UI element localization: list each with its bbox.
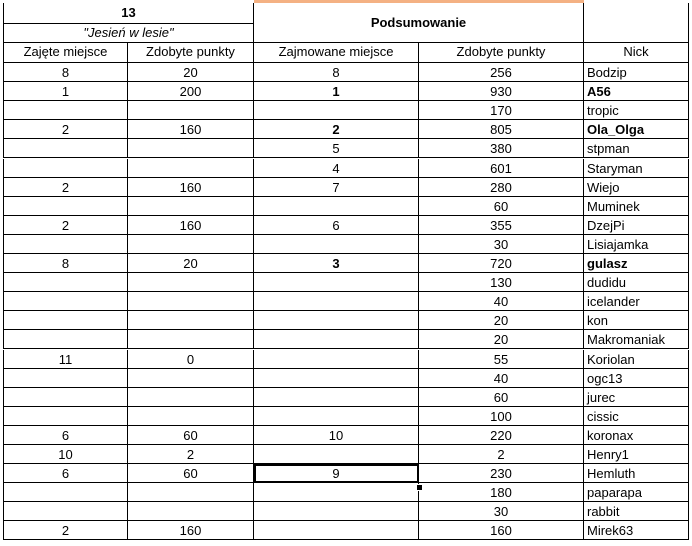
place-cell[interactable] xyxy=(3,159,128,178)
points-cell[interactable] xyxy=(128,330,254,349)
table-row xyxy=(0,369,692,388)
table-row xyxy=(0,235,692,254)
summary-points-cell[interactable]: 280 xyxy=(419,178,584,197)
points-cell[interactable]: 20 xyxy=(128,254,254,273)
table-row xyxy=(0,63,692,82)
summary-points-cell[interactable]: 180 xyxy=(419,483,584,502)
table-row xyxy=(0,101,692,120)
place-cell[interactable] xyxy=(3,407,128,426)
points-cell[interactable]: 60 xyxy=(128,464,254,483)
table-row xyxy=(0,521,692,540)
nick-cell[interactable]: cissic xyxy=(584,407,689,426)
place-cell[interactable] xyxy=(3,273,128,292)
points-cell[interactable]: 160 xyxy=(128,521,254,540)
nick-cell[interactable]: Wiejo xyxy=(584,178,689,197)
place-cell[interactable]: 2 xyxy=(3,120,128,139)
col-header-nick[interactable]: Nick xyxy=(584,43,689,63)
place-cell[interactable] xyxy=(3,139,128,158)
nick-cell[interactable]: DzejPi xyxy=(584,216,689,235)
nick-cell[interactable]: Staryman xyxy=(584,159,689,178)
summary-points-cell[interactable]: 160 xyxy=(419,521,584,540)
nick-cell[interactable]: ogc13 xyxy=(584,369,689,388)
nick-cell[interactable]: gulasz xyxy=(584,254,689,273)
place-cell[interactable]: 10 xyxy=(3,445,128,464)
summary-place-cell[interactable]: 5 xyxy=(254,139,419,158)
points-cell[interactable]: 160 xyxy=(128,120,254,139)
summary-place-cell[interactable] xyxy=(254,388,419,407)
place-cell[interactable]: 2 xyxy=(3,216,128,235)
place-cell[interactable]: 11 xyxy=(3,350,128,369)
place-cell[interactable]: 1 xyxy=(3,82,128,101)
nick-cell[interactable]: dudidu xyxy=(584,273,689,292)
summary-points-cell[interactable]: 930 xyxy=(419,82,584,101)
summary-points-cell[interactable]: 256 xyxy=(419,63,584,82)
summary-points-cell[interactable]: 230 xyxy=(419,464,584,483)
summary-points-cell[interactable]: 40 xyxy=(419,292,584,311)
table-row xyxy=(0,139,692,158)
summary-points-cell[interactable]: 30 xyxy=(419,235,584,254)
points-cell[interactable]: 0 xyxy=(128,350,254,369)
summary-points-cell[interactable]: 170 xyxy=(419,101,584,120)
table-row xyxy=(0,216,692,235)
fill-handle[interactable] xyxy=(416,484,423,491)
round-number-cell[interactable]: 13 xyxy=(3,3,254,24)
header-row-2 xyxy=(0,24,692,43)
table-row xyxy=(0,407,692,426)
summary-points-cell[interactable]: 601 xyxy=(419,159,584,178)
nick-cell[interactable]: Lisiajamka xyxy=(584,235,689,254)
nick-cell[interactable]: stpman xyxy=(584,139,689,158)
table-row xyxy=(0,159,692,178)
summary-points-cell[interactable]: 805 xyxy=(419,120,584,139)
summary-place-cell[interactable]: 6 xyxy=(254,216,419,235)
table-row xyxy=(0,330,692,349)
table-row xyxy=(0,464,692,483)
table-row xyxy=(0,197,692,216)
summary-place-cell[interactable] xyxy=(254,407,419,426)
summary-points-cell[interactable]: 220 xyxy=(419,426,584,445)
table-row xyxy=(0,445,692,464)
summary-points-cell[interactable]: 30 xyxy=(419,502,584,521)
summary-place-cell[interactable] xyxy=(254,101,419,120)
table-row xyxy=(0,311,692,330)
points-cell[interactable]: 160 xyxy=(128,178,254,197)
place-cell[interactable]: 6 xyxy=(3,464,128,483)
summary-points-cell[interactable]: 100 xyxy=(419,407,584,426)
nick-cell[interactable]: Bodzip xyxy=(584,63,689,82)
summary-place-cell[interactable]: 4 xyxy=(254,159,419,178)
summary-points-cell[interactable]: 20 xyxy=(419,330,584,349)
nick-cell[interactable]: kon xyxy=(584,311,689,330)
table-row xyxy=(0,426,692,445)
nick-cell[interactable]: Koriolan xyxy=(584,350,689,369)
summary-place-cell[interactable]: 7 xyxy=(254,178,419,197)
summary-place-cell[interactable] xyxy=(254,369,419,388)
nick-cell[interactable]: Ola_Olga xyxy=(584,120,689,139)
place-cell[interactable]: 8 xyxy=(3,254,128,273)
points-cell[interactable] xyxy=(128,407,254,426)
place-cell[interactable]: 8 xyxy=(3,63,128,82)
points-cell[interactable]: 160 xyxy=(128,216,254,235)
place-cell[interactable] xyxy=(3,311,128,330)
nick-cell[interactable]: jurec xyxy=(584,388,689,407)
summary-place-cell[interactable]: 10 xyxy=(254,426,419,445)
nick-cell[interactable]: icelander xyxy=(584,292,689,311)
points-cell[interactable] xyxy=(128,197,254,216)
place-cell[interactable]: 2 xyxy=(3,521,128,540)
place-cell[interactable] xyxy=(3,235,128,254)
table-row xyxy=(0,502,692,521)
col-header-points-earned[interactable]: Zdobyte punkty xyxy=(128,43,254,63)
points-cell[interactable]: 60 xyxy=(128,426,254,445)
summary-place-cell[interactable] xyxy=(254,502,419,521)
summary-place-cell[interactable] xyxy=(254,273,419,292)
nick-cell[interactable]: Makromaniak xyxy=(584,330,689,349)
points-cell[interactable] xyxy=(128,235,254,254)
nick-cell[interactable]: rabbit xyxy=(584,502,689,521)
col-header-place-taken[interactable]: Zajęte miejsce xyxy=(3,43,128,63)
place-cell[interactable]: 2 xyxy=(3,178,128,197)
table-row xyxy=(0,178,692,197)
table-row xyxy=(0,388,692,407)
points-cell[interactable]: 20 xyxy=(128,63,254,82)
place-cell[interactable] xyxy=(3,292,128,311)
points-cell[interactable] xyxy=(128,388,254,407)
place-cell[interactable] xyxy=(3,369,128,388)
points-cell[interactable] xyxy=(128,159,254,178)
nick-cell[interactable]: koronax xyxy=(584,426,689,445)
nick-cell[interactable]: A56 xyxy=(584,82,689,101)
table-row xyxy=(0,254,692,273)
summary-points-cell[interactable]: 720 xyxy=(419,254,584,273)
summary-place-cell[interactable] xyxy=(254,330,419,349)
points-cell[interactable] xyxy=(128,502,254,521)
table-row xyxy=(0,120,692,139)
table-row xyxy=(0,483,692,502)
summary-title-cell[interactable]: Podsumowanie xyxy=(254,3,584,43)
points-cell[interactable]: 2 xyxy=(128,445,254,464)
points-cell[interactable]: 200 xyxy=(128,82,254,101)
place-cell[interactable] xyxy=(3,502,128,521)
nick-cell[interactable]: Mirek63 xyxy=(584,521,689,540)
summary-place-cell[interactable] xyxy=(254,521,419,540)
summary-points-cell[interactable]: 355 xyxy=(419,216,584,235)
summary-place-cell[interactable] xyxy=(254,445,419,464)
place-cell[interactable] xyxy=(3,101,128,120)
summary-place-cell[interactable]: 2 xyxy=(254,120,419,139)
points-cell[interactable] xyxy=(128,101,254,120)
place-cell[interactable] xyxy=(3,483,128,502)
summary-place-cell[interactable]: 9 xyxy=(254,464,419,483)
summary-points-cell[interactable]: 20 xyxy=(419,311,584,330)
round-name-cell[interactable]: "Jesień w lesie" xyxy=(3,24,254,43)
points-cell[interactable] xyxy=(128,139,254,158)
summary-place-cell[interactable] xyxy=(254,235,419,254)
place-cell[interactable] xyxy=(3,388,128,407)
summary-points-cell[interactable]: 380 xyxy=(419,139,584,158)
col-header-points-total[interactable]: Zdobyte punkty xyxy=(419,43,584,63)
summary-points-cell[interactable]: 55 xyxy=(419,350,584,369)
summary-place-cell[interactable]: 1 xyxy=(254,82,419,101)
place-cell[interactable] xyxy=(3,197,128,216)
nick-cell[interactable]: paparapa xyxy=(584,483,689,502)
table-row xyxy=(0,82,692,101)
points-cell[interactable] xyxy=(128,273,254,292)
points-cell[interactable] xyxy=(128,369,254,388)
header-row-1 xyxy=(0,3,692,30)
place-cell[interactable]: 6 xyxy=(3,426,128,445)
summary-points-cell[interactable]: 60 xyxy=(419,197,584,216)
summary-points-cell[interactable]: 130 xyxy=(419,273,584,292)
nick-cell[interactable]: tropic xyxy=(584,101,689,120)
col-header-place-held[interactable]: Zajmowane miejsce xyxy=(254,43,419,63)
summary-place-cell[interactable]: 8 xyxy=(254,63,419,82)
table-row xyxy=(0,273,692,292)
summary-place-cell[interactable] xyxy=(254,483,419,502)
nick-cell[interactable]: Hemluth xyxy=(584,464,689,483)
points-cell[interactable] xyxy=(128,311,254,330)
summary-place-cell[interactable]: 3 xyxy=(254,254,419,273)
points-cell[interactable] xyxy=(128,483,254,502)
summary-place-cell[interactable] xyxy=(254,350,419,369)
nick-cell[interactable]: Muminek xyxy=(584,197,689,216)
table-row xyxy=(0,292,692,311)
summary-place-cell[interactable] xyxy=(254,311,419,330)
summary-place-cell[interactable] xyxy=(254,197,419,216)
nick-cell[interactable]: Henry1 xyxy=(584,445,689,464)
table-row xyxy=(0,350,692,369)
summary-place-cell[interactable] xyxy=(254,292,419,311)
place-cell[interactable] xyxy=(3,330,128,349)
summary-points-cell[interactable]: 40 xyxy=(419,369,584,388)
summary-points-cell[interactable]: 2 xyxy=(419,445,584,464)
summary-points-cell[interactable]: 60 xyxy=(419,388,584,407)
column-header-row xyxy=(0,43,692,63)
points-cell[interactable] xyxy=(128,292,254,311)
